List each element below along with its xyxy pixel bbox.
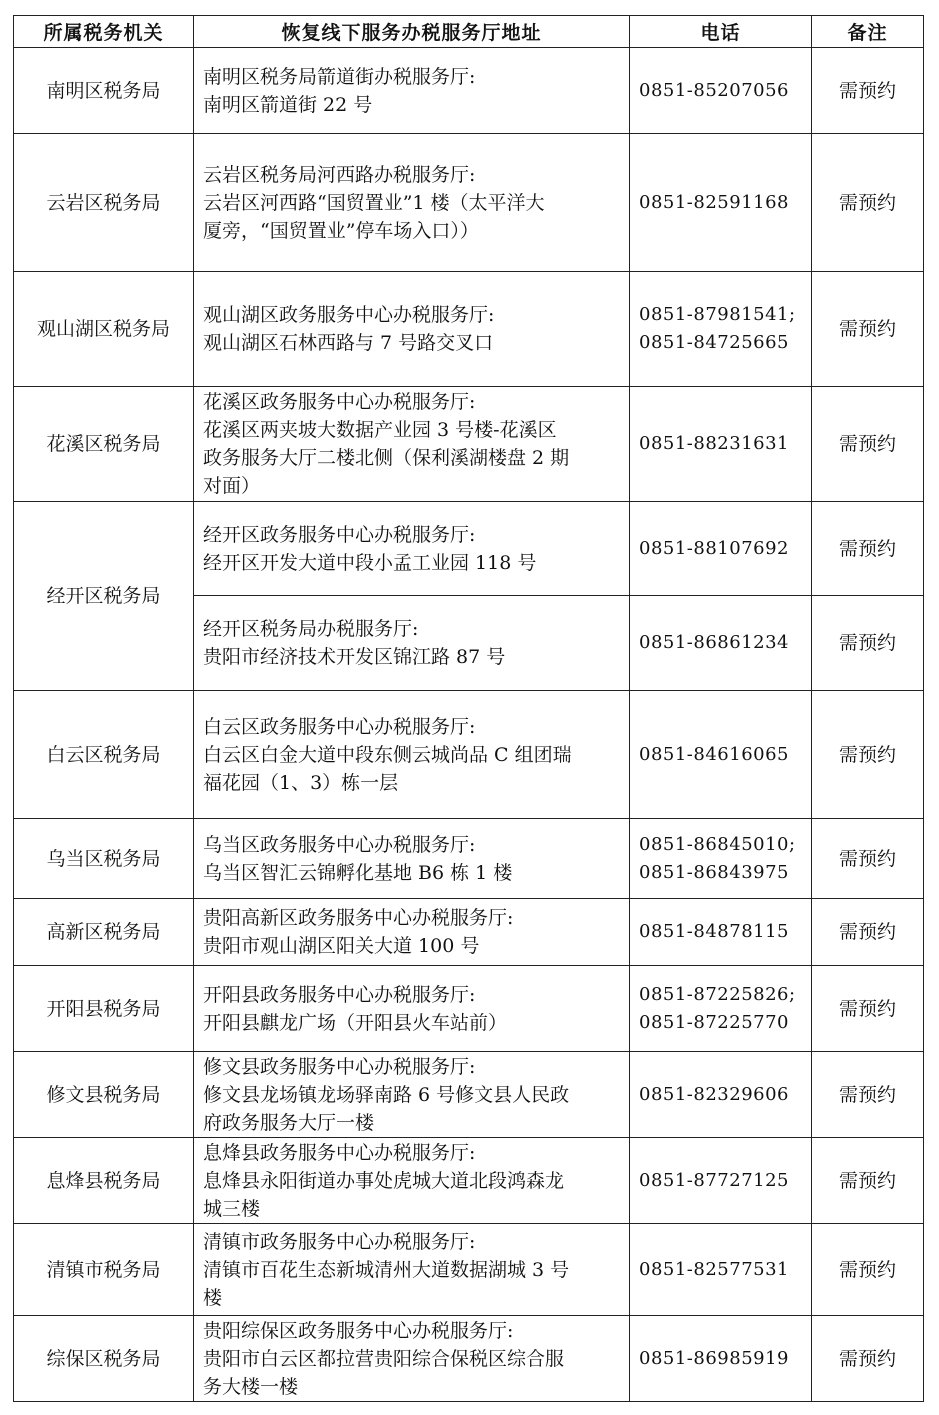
phone-number: 0851-87225770 bbox=[639, 1011, 790, 1033]
address-cell bbox=[194, 1224, 630, 1316]
table-row bbox=[14, 899, 924, 966]
address-line: 花溪区两夹坡大数据产业园 3 号楼-花溪区 bbox=[203, 419, 557, 441]
table-row bbox=[14, 1316, 924, 1402]
table-body bbox=[14, 48, 924, 1402]
phone-number: 0851-82329606 bbox=[639, 1083, 790, 1105]
office-cell: 乌当区税务局 bbox=[14, 819, 194, 899]
hall-name: 清镇市政务服务中心办税服务厅: bbox=[203, 1230, 476, 1253]
phone-cell bbox=[630, 596, 812, 691]
table-row bbox=[14, 272, 924, 387]
office-cell: 云岩区税务局 bbox=[14, 134, 194, 272]
address-line: 南明区箭道街 22 号 bbox=[203, 93, 373, 116]
office-cell: 开阳县税务局 bbox=[14, 966, 194, 1052]
address-cell bbox=[194, 387, 630, 502]
phone-number: 0851-84725665 bbox=[639, 332, 790, 353]
address-line: 福花园（1、3）栋一层 bbox=[203, 771, 399, 794]
hall-name: 贵阳综保区政务服务中心办税服务厅: bbox=[203, 1319, 514, 1342]
note-cell: 需预约 bbox=[812, 134, 924, 272]
table-row bbox=[14, 502, 924, 596]
phone-cell bbox=[630, 387, 812, 502]
phone-number: 0851-86861234 bbox=[639, 632, 790, 653]
hall-name: 白云区政务服务中心办税服务厅: bbox=[203, 715, 476, 738]
hall-name: 南明区税务局箭道街办税服务厅: bbox=[203, 65, 476, 88]
address-line: 开阳县麒龙广场（开阳县火车站前） bbox=[203, 1011, 508, 1034]
phone-cell bbox=[630, 134, 812, 272]
address-cell bbox=[194, 1138, 630, 1224]
table-row bbox=[14, 1138, 924, 1224]
note-cell: 需预约 bbox=[812, 1316, 924, 1402]
address-cell bbox=[194, 134, 630, 272]
hall-name: 息烽县政务服务中心办税服务厅: bbox=[203, 1141, 476, 1164]
phone-number: 0851-88107692 bbox=[639, 537, 790, 559]
note-cell: 需预约 bbox=[812, 1224, 924, 1316]
hall-name: 贵阳高新区政务服务中心办税服务厅: bbox=[203, 907, 514, 929]
phone-cell bbox=[630, 1052, 812, 1138]
note-cell: 需预约 bbox=[812, 502, 924, 596]
office-cell: 息烽县税务局 bbox=[14, 1138, 194, 1224]
tax-office-table bbox=[13, 15, 924, 1402]
table-row bbox=[14, 48, 924, 134]
office-cell: 观山湖区税务局 bbox=[14, 272, 194, 387]
phone-cell bbox=[630, 966, 812, 1052]
phone-cell bbox=[630, 48, 812, 134]
table-row bbox=[14, 966, 924, 1052]
address-cell bbox=[194, 1052, 630, 1138]
phone-cell bbox=[630, 502, 812, 596]
note-cell: 需预约 bbox=[812, 899, 924, 966]
phone-number: 0851-82591168 bbox=[639, 191, 790, 213]
phone-number: 0851-86985919 bbox=[639, 1347, 790, 1369]
phone-number: 0851-88231631 bbox=[639, 433, 790, 454]
phone-cell bbox=[630, 1138, 812, 1224]
address-cell bbox=[194, 502, 630, 596]
phone-number: 0851-86845010; bbox=[639, 833, 796, 855]
phone-cell bbox=[630, 819, 812, 899]
office-cell: 高新区税务局 bbox=[14, 899, 194, 966]
address-line: 贵阳市白云区都拉营贵阳综合保税区综合服 bbox=[203, 1347, 565, 1370]
address-line: 观山湖区石林西路与 7 号路交叉口 bbox=[203, 332, 494, 354]
table-header-row bbox=[14, 16, 924, 48]
table-row bbox=[14, 819, 924, 899]
address-cell bbox=[194, 272, 630, 387]
office-cell: 南明区税务局 bbox=[14, 48, 194, 134]
address-cell bbox=[194, 819, 630, 899]
note-cell: 需预约 bbox=[812, 966, 924, 1052]
phone-number: 0851-85207056 bbox=[639, 79, 790, 101]
note-cell: 需预约 bbox=[812, 1052, 924, 1138]
phone-number: 0851-87727125 bbox=[639, 1169, 790, 1191]
note-cell: 需预约 bbox=[812, 387, 924, 502]
office-cell: 经开区税务局 bbox=[14, 502, 194, 691]
phone-number: 0851-84616065 bbox=[639, 743, 790, 765]
phone-number: 0851-82577531 bbox=[639, 1258, 790, 1280]
table-row bbox=[14, 1224, 924, 1316]
office-cell: 白云区税务局 bbox=[14, 691, 194, 819]
table-row bbox=[14, 134, 924, 272]
office-cell: 花溪区税务局 bbox=[14, 387, 194, 502]
address-line: 对面） bbox=[203, 475, 261, 497]
phone-number: 0851-87225826; bbox=[639, 983, 796, 1005]
address-line: 贵阳市观山湖区阳关大道 100 号 bbox=[203, 935, 480, 957]
address-line: 乌当区智汇云锦孵化基地 B6 栋 1 楼 bbox=[203, 861, 513, 884]
hall-name: 开阳县政务服务中心办税服务厅: bbox=[203, 983, 476, 1006]
office-cell: 修文县税务局 bbox=[14, 1052, 194, 1138]
address-cell bbox=[194, 48, 630, 134]
hall-name: 修文县政务服务中心办税服务厅: bbox=[203, 1055, 476, 1078]
address-cell bbox=[194, 899, 630, 966]
phone-cell bbox=[630, 1316, 812, 1402]
note-cell: 需预约 bbox=[812, 1138, 924, 1224]
note-cell: 需预约 bbox=[812, 596, 924, 691]
office-cell: 清镇市税务局 bbox=[14, 1224, 194, 1316]
office-cell: 综保区税务局 bbox=[14, 1316, 194, 1402]
phone-number: 0851-86843975 bbox=[639, 861, 790, 883]
header-note: 备注 bbox=[812, 16, 924, 48]
hall-name: 观山湖区政务服务中心办税服务厅: bbox=[203, 304, 495, 326]
phone-cell bbox=[630, 272, 812, 387]
address-line: 清镇市百花生态新城清州大道数据湖城 3 号 bbox=[203, 1258, 570, 1281]
phone-cell bbox=[630, 1224, 812, 1316]
address-line: 息烽县永阳街道办事处虎城大道北段鸿森龙 bbox=[203, 1169, 565, 1192]
hall-name: 乌当区政务服务中心办税服务厅: bbox=[203, 833, 476, 856]
address-line: 府政务服务大厅一楼 bbox=[203, 1111, 375, 1134]
hall-name: 经开区政务服务中心办税服务厅: bbox=[203, 523, 476, 546]
address-line: 白云区白金大道中段东侧云城尚品 C 组团瑞 bbox=[203, 743, 572, 766]
note-cell: 需预约 bbox=[812, 48, 924, 134]
hall-name: 花溪区政务服务中心办税服务厅: bbox=[203, 391, 476, 413]
phone-number: 0851-87981541; bbox=[639, 304, 796, 325]
address-line: 经开区开发大道中段小孟工业园 118 号 bbox=[203, 551, 537, 574]
address-cell bbox=[194, 966, 630, 1052]
address-line: 楼 bbox=[203, 1286, 223, 1309]
address-line: 城三楼 bbox=[203, 1197, 261, 1220]
note-cell: 需预约 bbox=[812, 691, 924, 819]
address-line: 云岩区河西路“国贸置业”1 楼（太平洋大 bbox=[203, 191, 545, 214]
address-line: 贵阳市经济技术开发区锦江路 87 号 bbox=[203, 646, 506, 668]
hall-name: 经开区税务局办税服务厅: bbox=[203, 618, 419, 640]
hall-name: 云岩区税务局河西路办税服务厅: bbox=[203, 163, 476, 186]
table-row bbox=[14, 1052, 924, 1138]
address-cell bbox=[194, 691, 630, 819]
header-office: 所属税务机关 bbox=[14, 16, 194, 48]
address-line: 修文县龙场镇龙场驿南路 6 号修文县人民政 bbox=[203, 1083, 570, 1106]
table-row bbox=[14, 387, 924, 502]
table-row bbox=[14, 691, 924, 819]
address-line: 厦旁，“国贸置业”停车场入口）） bbox=[203, 219, 479, 242]
note-cell: 需预约 bbox=[812, 272, 924, 387]
phone-cell bbox=[630, 691, 812, 819]
address-cell bbox=[194, 596, 630, 691]
address-line: 务大楼一楼 bbox=[203, 1375, 299, 1398]
note-cell: 需预约 bbox=[812, 819, 924, 899]
phone-number: 0851-84878115 bbox=[639, 921, 790, 942]
address-line: 政务服务大厅二楼北侧（保利溪湖楼盘 2 期 bbox=[203, 447, 570, 469]
phone-cell bbox=[630, 899, 812, 966]
address-cell bbox=[194, 1316, 630, 1402]
header-phone: 电话 bbox=[630, 16, 812, 48]
header-address: 恢复线下服务办税服务厅地址 bbox=[194, 16, 630, 48]
